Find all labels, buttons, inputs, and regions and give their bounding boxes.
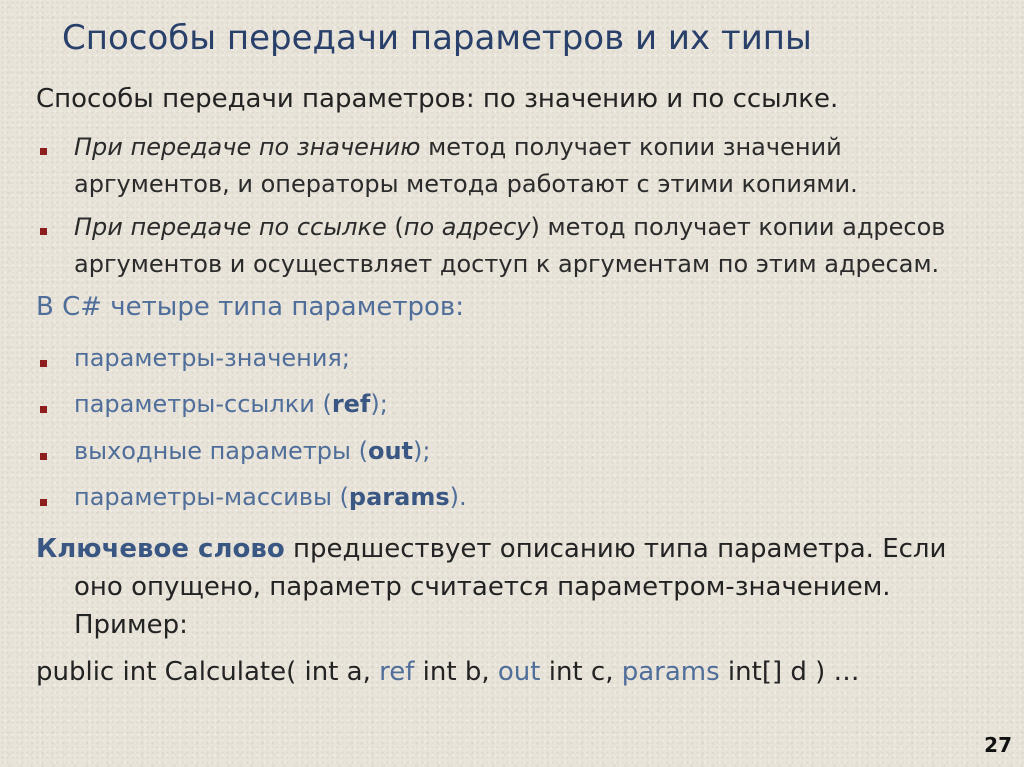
code-params-keyword: params bbox=[621, 657, 720, 687]
keyword-paragraph-line-2: оно опущено, параметр считается параметром-значением. bbox=[74, 572, 891, 602]
keyword-desc: предшествует описанию типа параметра. Если bbox=[284, 534, 947, 564]
intro-line: Способы передачи параметров: по значению и по ссылке. bbox=[36, 84, 839, 114]
type-item-value-params bbox=[74, 344, 350, 372]
pass-by-reference-term: При передаче по ссылке bbox=[74, 213, 387, 241]
keyword-paragraph bbox=[36, 530, 996, 644]
paren-open: ( bbox=[386, 213, 404, 241]
type-item-label: параметры-значения; bbox=[74, 344, 350, 372]
code-part: int c, bbox=[540, 657, 622, 687]
bullet-marker-icon bbox=[40, 406, 47, 413]
code-ref-keyword: ref bbox=[379, 657, 415, 687]
code-part: public int Calculate( int a, bbox=[36, 657, 380, 687]
type-item-params-arrays bbox=[74, 483, 467, 511]
bullet-marker-icon bbox=[40, 148, 47, 155]
keyword-paragraph-line-3: Пример: bbox=[74, 610, 188, 640]
bullet-marker-icon bbox=[40, 453, 47, 460]
type-item-ref-params bbox=[74, 390, 388, 418]
type-item-suffix: ). bbox=[449, 483, 467, 511]
type-item-suffix: ); bbox=[413, 437, 431, 465]
keyword-term: Ключевое слово bbox=[36, 534, 285, 564]
bullet-marker-icon bbox=[40, 499, 47, 506]
pass-by-value-line-2: аргументов, и операторы метода работают с этими копиями. bbox=[74, 170, 858, 198]
code-part: int b, bbox=[414, 657, 498, 687]
pass-by-reference-line-2: аргументов и осуществляет доступ к аргументам по этим адресам. bbox=[74, 250, 940, 278]
type-item-out-params bbox=[74, 437, 430, 465]
by-address-term: по адресу bbox=[403, 213, 531, 241]
bullet-marker-icon bbox=[40, 228, 47, 235]
pass-by-value-term: При передаче по значению bbox=[74, 133, 421, 161]
code-part: int[] d ) … bbox=[719, 657, 860, 687]
bullet-marker-icon bbox=[40, 360, 47, 367]
pass-by-value-line-1 bbox=[74, 129, 842, 166]
type-item-suffix: ); bbox=[370, 390, 388, 418]
type-item-label: параметры-ссылки ( bbox=[74, 390, 332, 418]
code-out-keyword: out bbox=[497, 657, 541, 687]
params-keyword: params bbox=[348, 483, 450, 511]
out-keyword: out bbox=[367, 437, 414, 465]
keyword-paragraph-line-1 bbox=[36, 530, 996, 568]
code-example bbox=[36, 657, 860, 687]
type-item-label: выходные параметры ( bbox=[74, 437, 368, 465]
page-number: 27 bbox=[984, 733, 1012, 757]
pass-by-reference-line-1 bbox=[74, 209, 945, 246]
pass-by-value-desc: метод получает копии значений bbox=[420, 133, 842, 161]
type-item-label: параметры-массивы ( bbox=[74, 483, 349, 511]
slide-title: Способы передачи параметров и их типы bbox=[62, 18, 812, 58]
types-heading: В C# четыре типа параметров: bbox=[36, 292, 464, 322]
ref-keyword: ref bbox=[331, 390, 371, 418]
pass-by-reference-desc: ) метод получает копии адресов bbox=[530, 213, 946, 241]
